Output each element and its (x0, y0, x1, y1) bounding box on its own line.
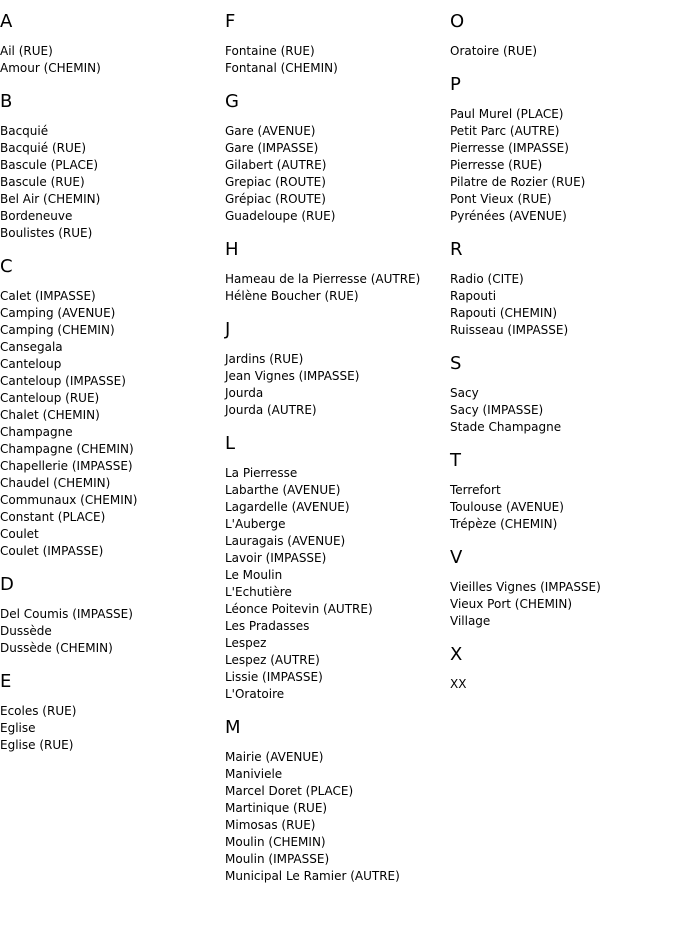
street-link[interactable]: Bacquié (0, 124, 49, 138)
street-link[interactable]: Lagardelle (AVENUE) (225, 500, 350, 514)
street-link[interactable]: Jean Vignes (IMPASSE) (225, 369, 360, 383)
letter-group (450, 240, 675, 339)
street-link[interactable]: Moulin (CHEMIN) (225, 835, 326, 849)
street-link[interactable]: Martinique (RUE) (225, 801, 328, 815)
letter-heading: B (0, 91, 13, 112)
street-link[interactable]: Constant (PLACE) (0, 510, 106, 524)
street-link[interactable]: Ail (RUE) (0, 44, 53, 58)
street-link[interactable]: Vieilles Vignes (IMPASSE) (450, 580, 601, 594)
street-link[interactable]: Chaudel (CHEMIN) (0, 476, 111, 490)
letter-group (450, 75, 675, 225)
street-link[interactable]: Calet (IMPASSE) (0, 289, 96, 303)
street-link[interactable]: Le Moulin (225, 568, 283, 582)
street-link[interactable]: Mairie (AVENUE) (225, 750, 324, 764)
street-link[interactable]: Moulin (IMPASSE) (225, 852, 330, 866)
street-link[interactable]: Municipal Le Ramier (AUTRE) (225, 869, 400, 883)
street-link[interactable]: Ecoles (RUE) (0, 704, 77, 718)
street-link[interactable]: Cansegala (0, 340, 63, 354)
street-link[interactable]: Del Coumis (IMPASSE) (0, 607, 133, 621)
street-link[interactable]: Gare (IMPASSE) (225, 141, 319, 155)
letter-heading: G (225, 91, 239, 112)
street-link[interactable]: Sacy (IMPASSE) (450, 403, 544, 417)
letter-group (225, 12, 450, 77)
street-link[interactable]: Fontaine (RUE) (225, 44, 315, 58)
street-link[interactable]: Ruisseau (IMPASSE) (450, 323, 569, 337)
street-link[interactable]: Pierresse (RUE) (450, 158, 543, 172)
street-link[interactable]: Bordeneuve (0, 209, 73, 223)
street-link[interactable]: Mimosas (RUE) (225, 818, 316, 832)
letter-heading: V (450, 547, 463, 568)
street-link[interactable]: Jardins (RUE) (225, 352, 304, 366)
letter-heading: P (450, 74, 461, 95)
letter-heading: L (225, 433, 236, 454)
street-link[interactable]: Grépiac (ROUTE) (225, 192, 326, 206)
letter-heading: M (225, 717, 241, 738)
index-column (0, 12, 225, 769)
street-link[interactable]: Pilatre de Rozier (RUE) (450, 175, 586, 189)
letter-group (450, 451, 675, 533)
street-link[interactable]: Chapellerie (IMPASSE) (0, 459, 133, 473)
street-link[interactable]: Labarthe (AVENUE) (225, 483, 341, 497)
street-link[interactable]: Paul Murel (PLACE) (450, 107, 564, 121)
letter-group (225, 320, 450, 419)
street-link[interactable]: Lavoir (IMPASSE) (225, 551, 327, 565)
street-link[interactable]: Eglise (RUE) (0, 738, 74, 752)
letter-group (0, 257, 225, 560)
street-link[interactable]: Maniviele (225, 767, 283, 781)
letter-group (225, 92, 450, 225)
street-link[interactable]: Lespez (225, 636, 267, 650)
street-link[interactable]: Toulouse (AVENUE) (450, 500, 564, 514)
letter-heading: D (0, 574, 14, 595)
street-link[interactable]: Les Pradasses (225, 619, 310, 633)
letter-heading: C (0, 256, 13, 277)
street-link[interactable]: Jourda (225, 386, 264, 400)
street-link[interactable]: Pierresse (IMPASSE) (450, 141, 569, 155)
street-link[interactable]: Pyrénées (AVENUE) (450, 209, 567, 223)
letter-group (225, 434, 450, 703)
street-link[interactable]: L'Oratoire (225, 687, 285, 701)
street-link[interactable]: Gare (AVENUE) (225, 124, 316, 138)
letter-group (225, 240, 450, 305)
street-link[interactable]: Bel Air (CHEMIN) (0, 192, 101, 206)
letter-group (450, 548, 675, 630)
street-link[interactable]: Dussède (0, 624, 52, 638)
street-link[interactable]: Eglise (0, 721, 36, 735)
street-link[interactable]: Lespez (AUTRE) (225, 653, 320, 667)
street-link[interactable]: Lauragais (AVENUE) (225, 534, 346, 548)
letter-heading: J (225, 319, 231, 340)
index-column (225, 12, 450, 900)
letter-group (0, 672, 225, 754)
street-link[interactable]: Communaux (CHEMIN) (0, 493, 138, 507)
street-link[interactable]: Amour (CHEMIN) (0, 61, 101, 75)
letter-heading: A (0, 11, 13, 32)
street-link[interactable]: Hameau de la Pierresse (AUTRE) (225, 272, 421, 286)
street-link[interactable]: Camping (AVENUE) (0, 306, 116, 320)
street-link[interactable]: Grepiac (ROUTE) (225, 175, 326, 189)
street-link[interactable]: Boulistes (RUE) (0, 226, 93, 240)
street-link[interactable]: L'Auberge (225, 517, 286, 531)
street-link[interactable]: Lissie (IMPASSE) (225, 670, 323, 684)
street-link[interactable]: Coulet (0, 527, 39, 541)
street-link[interactable]: XX (450, 677, 467, 691)
street-link[interactable]: Guadeloupe (RUE) (225, 209, 336, 223)
letter-heading: R (450, 239, 463, 260)
street-link[interactable]: Bacquié (RUE) (0, 141, 87, 155)
letter-group (0, 575, 225, 657)
letter-group (450, 12, 675, 60)
street-link[interactable]: Marcel Doret (PLACE) (225, 784, 354, 798)
street-link[interactable]: Canteloup (RUE) (0, 391, 100, 405)
street-link[interactable]: Trépèze (CHEMIN) (450, 517, 558, 531)
street-link[interactable]: Camping (CHEMIN) (0, 323, 115, 337)
letter-heading: T (450, 450, 461, 471)
index-column (450, 12, 675, 708)
letter-heading: F (225, 11, 236, 32)
street-link[interactable]: Champagne (0, 425, 73, 439)
street-link[interactable]: Rapouti (450, 289, 497, 303)
street-link[interactable]: Stade Champagne (450, 420, 562, 434)
street-link[interactable]: Gilabert (AUTRE) (225, 158, 327, 172)
street-link[interactable]: Chalet (CHEMIN) (0, 408, 100, 422)
street-link[interactable]: L'Echutière (225, 585, 292, 599)
street-link[interactable]: Bascule (RUE) (0, 175, 85, 189)
letter-heading: S (450, 353, 462, 374)
street-link[interactable]: Bascule (PLACE) (0, 158, 99, 172)
letter-group (450, 354, 675, 436)
street-link[interactable]: Village (450, 614, 491, 628)
street-link[interactable]: Pont Vieux (RUE) (450, 192, 552, 206)
street-link[interactable]: Dussède (CHEMIN) (0, 641, 113, 655)
letter-heading: O (450, 11, 465, 32)
street-link[interactable]: Fontanal (CHEMIN) (225, 61, 338, 75)
street-link[interactable]: Petit Parc (AUTRE) (450, 124, 560, 138)
street-link[interactable]: Rapouti (CHEMIN) (450, 306, 558, 320)
letter-group (0, 92, 225, 242)
street-link[interactable]: Champagne (CHEMIN) (0, 442, 134, 456)
letter-group (0, 12, 225, 77)
street-link[interactable]: Sacy (450, 386, 479, 400)
street-link[interactable]: Jourda (AUTRE) (225, 403, 317, 417)
street-link[interactable]: Canteloup (0, 357, 62, 371)
street-link[interactable]: Oratoire (RUE) (450, 44, 538, 58)
street-link[interactable]: Radio (CITE) (450, 272, 524, 286)
letter-heading: H (225, 239, 239, 260)
street-link[interactable]: Hélène Boucher (RUE) (225, 289, 359, 303)
letter-heading: E (0, 671, 12, 692)
street-link[interactable]: Vieux Port (CHEMIN) (450, 597, 573, 611)
street-link[interactable]: La Pierresse (225, 466, 298, 480)
street-link[interactable]: Léonce Poitevin (AUTRE) (225, 602, 373, 616)
letter-group (225, 718, 450, 885)
letter-group (450, 645, 675, 693)
letter-heading: X (450, 644, 463, 665)
street-link[interactable]: Coulet (IMPASSE) (0, 544, 104, 558)
street-link[interactable]: Canteloup (IMPASSE) (0, 374, 126, 388)
street-link[interactable]: Terrefort (450, 483, 501, 497)
